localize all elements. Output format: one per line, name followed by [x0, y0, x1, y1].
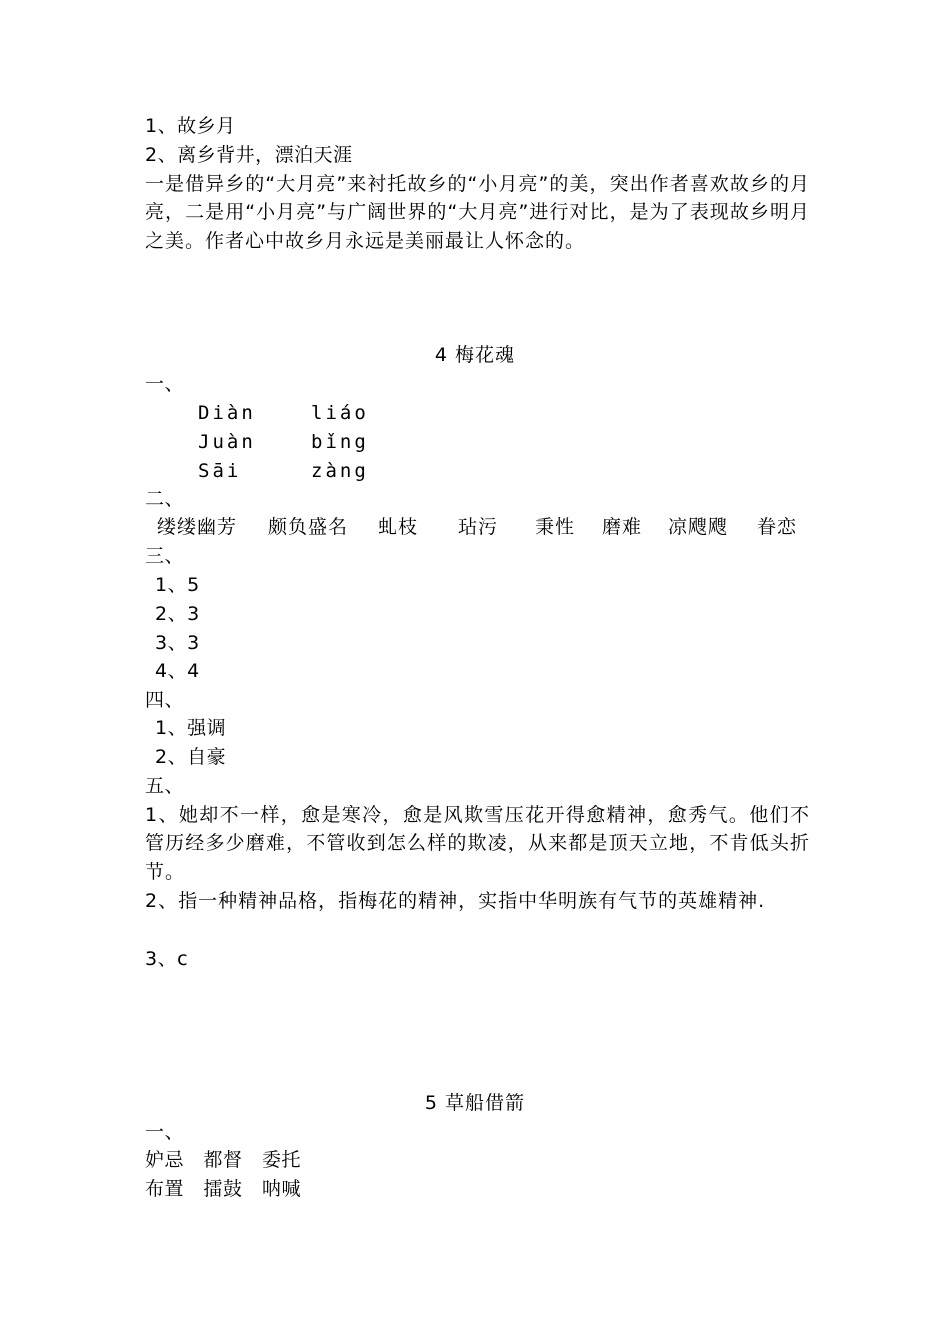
section-label: 五、 — [145, 775, 185, 797]
answer-line: 3、3 — [155, 632, 200, 654]
pinyin-item: Sāi — [198, 460, 242, 482]
word-item: 缕缕幽芳 — [157, 516, 238, 538]
word-row: 布置 擂鼓 呐喊 — [145, 1178, 302, 1200]
word-item: 玷污 — [458, 516, 499, 538]
answer-line: 2、离乡背井，漂泊天涯 — [145, 144, 353, 166]
answer-line: 2、自豪 — [155, 746, 227, 768]
pinyin-item: liáo — [311, 402, 369, 424]
pinyin-item: bǐng — [311, 431, 369, 453]
answer-line: 2、3 — [155, 603, 200, 625]
answer-line: 1、5 — [155, 574, 200, 596]
section-label: 三、 — [145, 545, 185, 567]
answer-paragraph: 2、指一种精神品格，指梅花的精神，实指中华明族有气节的英雄精神. — [145, 890, 766, 912]
answer-paragraph: 1、她却不一样，愈是寒冷，愈是风欺雪压花开得愈精神，愈秀气。他们不管历经多少磨难，不管收到怎么样的欺凌，从来都是顶天立地，不肯低头折节。 — [145, 804, 810, 883]
word-item: 凉飕飕 — [668, 516, 729, 538]
answer-line: 4、4 — [155, 660, 200, 682]
answer-paragraph: 一是借异乡的“大月亮”来衬托故乡的“小月亮”的美，突出作者喜欢故乡的月亮，二是用“小月亮”与广阔世界的“大月亮”进行对比，是为了表现故乡明月之美。作者心中故乡月永远是美丽最让人怀念的。 — [145, 173, 810, 252]
lesson-title: 4 梅花魂 — [434, 344, 516, 366]
section-label: 二、 — [145, 488, 185, 510]
word-row: 妒忌 都督 委托 — [145, 1149, 302, 1171]
pinyin-item: zàng — [311, 460, 369, 482]
word-item: 虬枝 — [378, 516, 419, 538]
word-item: 颇负盛名 — [268, 516, 349, 538]
answer-line: 3、c — [145, 948, 189, 970]
word-item: 眷恋 — [757, 516, 798, 538]
section-label: 一、 — [145, 1121, 185, 1143]
answer-line: 1、强调 — [155, 717, 227, 739]
word-item: 磨难 — [602, 516, 643, 538]
lesson-title: 5 草船借箭 — [424, 1092, 526, 1114]
section-label: 一、 — [145, 373, 185, 395]
section-label: 四、 — [145, 689, 185, 711]
answer-line: 1、故乡月 — [145, 115, 236, 137]
pinyin-item: Diàn — [198, 402, 256, 424]
pinyin-item: Juàn — [198, 431, 256, 453]
word-item: 秉性 — [535, 516, 576, 538]
